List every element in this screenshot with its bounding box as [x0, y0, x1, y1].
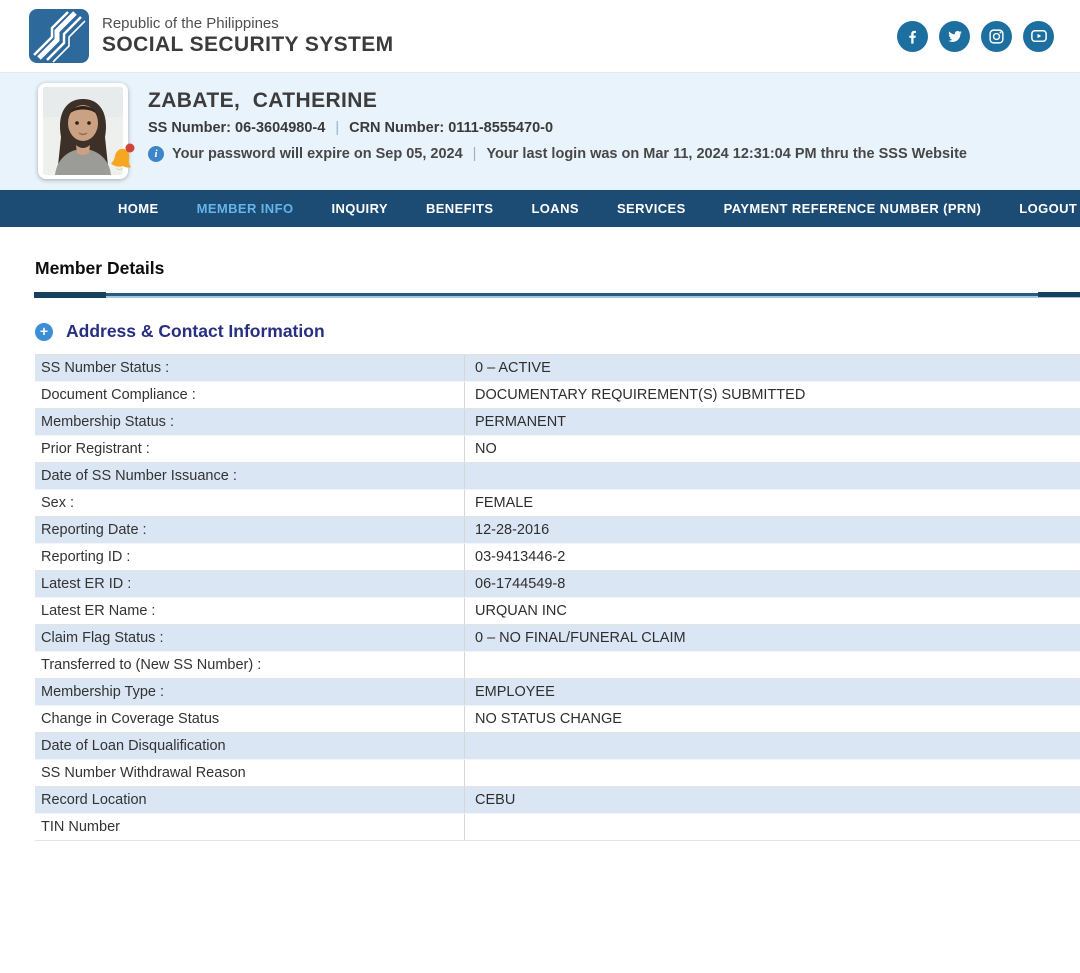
row-value: CEBU [475, 792, 516, 808]
republic-line: Republic of the Philippines [102, 15, 279, 32]
table-row [35, 436, 1080, 463]
row-label: Prior Registrant : [35, 436, 465, 462]
twitter-icon[interactable] [939, 21, 970, 52]
row-label: Membership Type : [35, 679, 465, 705]
row-label: Date of Loan Disqualification [35, 733, 465, 759]
row-label: Membership Status : [35, 409, 465, 435]
row-label: Date of SS Number Issuance : [35, 463, 465, 489]
row-value: 06-1744549-8 [475, 576, 566, 592]
section-header-address-contact [35, 321, 1080, 342]
row-label: Record Location [35, 787, 465, 813]
table-row [35, 787, 1080, 814]
info-icon: i [148, 146, 164, 162]
youtube-icon[interactable] [1023, 21, 1054, 52]
facebook-icon[interactable] [897, 21, 928, 52]
row-value: 03-9413446-2 [475, 549, 566, 565]
table-row [35, 571, 1080, 598]
expand-plus-icon[interactable]: + [35, 323, 53, 341]
ss-number: SS Number: 06-3604980-4 [148, 120, 326, 136]
member-photo [38, 83, 128, 179]
nav-item-member-info[interactable]: MEMBER INFO [196, 201, 294, 216]
row-value: 12-28-2016 [475, 522, 550, 538]
row-value: NO STATUS CHANGE [475, 711, 622, 727]
nav-item-home[interactable]: HOME [118, 201, 159, 216]
title-divider [35, 293, 1080, 298]
row-value: 0 – ACTIVE [475, 360, 551, 376]
instagram-icon[interactable] [981, 21, 1012, 52]
table-row [35, 490, 1080, 517]
member-details-table [35, 354, 1080, 841]
table-row [35, 598, 1080, 625]
row-value: 0 – NO FINAL/FUNERAL CLAIM [475, 630, 686, 646]
table-row [35, 625, 1080, 652]
section-title: Address & Contact Information [66, 321, 325, 341]
row-label: Sex : [35, 490, 465, 516]
nav-item-services[interactable]: SERVICES [616, 201, 686, 216]
row-value [465, 652, 1080, 678]
table-row [35, 463, 1080, 490]
table-row [35, 733, 1080, 760]
row-label: Latest ER ID : [35, 571, 465, 597]
row-label: Latest ER Name : [35, 598, 465, 624]
page-title: Member Details [35, 258, 165, 278]
table-row [35, 760, 1080, 787]
table-row [35, 355, 1080, 382]
row-value: NO [475, 441, 497, 457]
member-notice-line [148, 146, 967, 162]
notification-bell-icon[interactable] [106, 139, 140, 173]
row-label: Reporting Date : [35, 517, 465, 543]
row-value: URQUAN INC [475, 603, 567, 619]
table-row [35, 679, 1080, 706]
member-name: ZABATE, CATHERINE [148, 89, 378, 112]
nav-item-logout[interactable]: LOGOUT [1019, 201, 1078, 216]
org-name: SOCIAL SECURITY SYSTEM [102, 33, 394, 56]
table-row [35, 814, 1080, 841]
table-row [35, 409, 1080, 436]
social-links [897, 21, 1054, 52]
nav-item-inquiry[interactable]: INQUIRY [331, 201, 388, 216]
sss-logo [28, 8, 394, 64]
row-value: FEMALE [475, 495, 534, 511]
sss-logo-icon [28, 8, 90, 64]
row-value [465, 814, 1080, 840]
row-label: Reporting ID : [35, 544, 465, 570]
row-value [465, 760, 1080, 786]
row-label: Document Compliance : [35, 382, 465, 408]
last-login-notice: Your last login was on Mar 11, 2024 12:31:04 PM thru the SSS Website [486, 146, 967, 162]
row-label: TIN Number [35, 814, 465, 840]
table-row [35, 517, 1080, 544]
table-row [35, 544, 1080, 571]
top-header [0, 0, 1080, 72]
row-value [465, 463, 1080, 489]
row-label: SS Number Withdrawal Reason [35, 760, 465, 786]
row-value: PERMANENT [475, 414, 567, 430]
row-value [465, 733, 1080, 759]
table-row [35, 382, 1080, 409]
main-nav [0, 190, 1080, 227]
table-row [35, 706, 1080, 733]
pipe-separator: | [335, 120, 340, 136]
row-label: Transferred to (New SS Number) : [35, 652, 465, 678]
nav-item-benefits[interactable]: BENEFITS [425, 201, 494, 216]
member-ids-line [148, 120, 967, 136]
password-expiry-notice: Your password will expire on Sep 05, 2024 [172, 146, 463, 162]
row-value: EMPLOYEE [475, 684, 555, 700]
member-info-bar [0, 72, 1080, 190]
row-value: DOCUMENTARY REQUIREMENT(S) SUBMITTED [475, 387, 806, 403]
row-label: Claim Flag Status : [35, 625, 465, 651]
crn-number: CRN Number: 0111-8555470-0 [349, 120, 554, 136]
table-row [35, 652, 1080, 679]
content-area [0, 258, 1080, 841]
pipe-separator: | [472, 146, 477, 162]
row-label: SS Number Status : [35, 355, 465, 381]
nav-item-loans[interactable]: LOANS [531, 201, 579, 216]
row-label: Change in Coverage Status [35, 706, 465, 732]
nav-item-payment-reference-number-prn[interactable]: PAYMENT REFERENCE NUMBER (PRN) [723, 201, 982, 216]
